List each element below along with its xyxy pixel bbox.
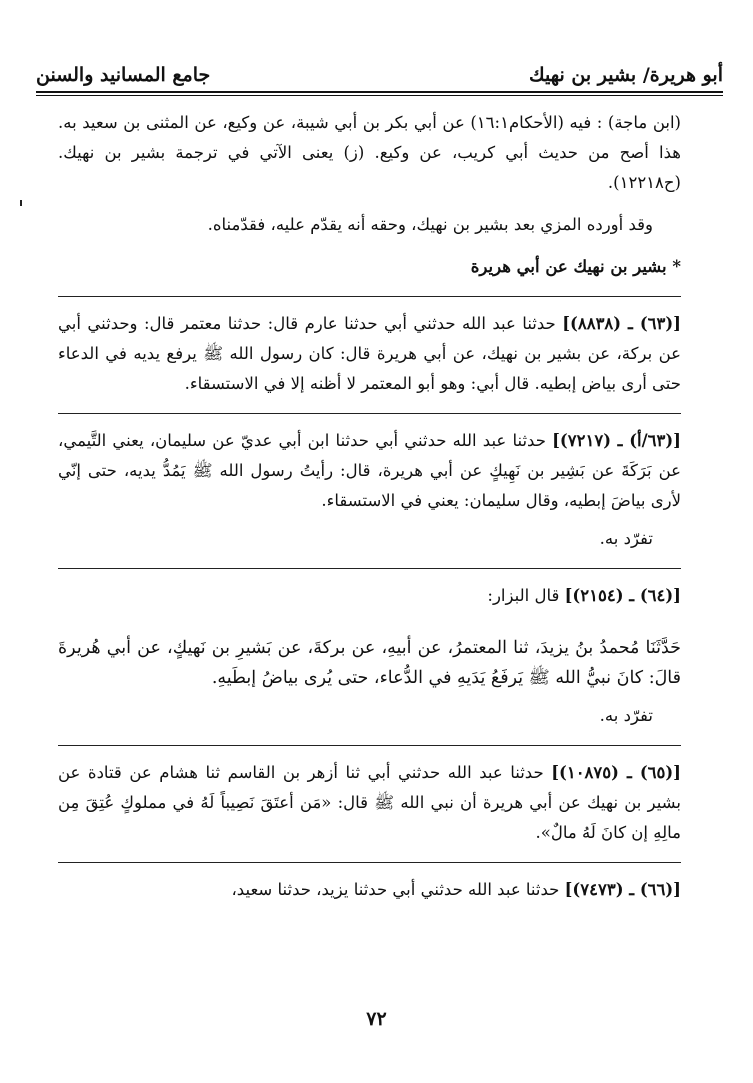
hadith-intro: قال البزار: [487,586,560,605]
section-title: * بشير بن نهيك عن أبي هريرة [470,257,681,276]
hadith-number: [(٦٣) ـ (٨٨٣٨)] [562,314,681,333]
hadith-63 [58,296,681,399]
hadith-number: [(٦٥) ـ (١٠٨٧٥)] [551,763,681,782]
hadith-text: حدثنا عبد الله حدثني أبي حدثنا عارم قال: حدثنا معتمر قال: وحدثني أبي عن بركة، عن بشير بن نهيك، عن أبي هريرة قال: كان رسول الله ﷺ يرفع يديه في الدعاء حتى أرى بياض إبطيه. قال أبي: وهو أبو المعتمر لا أظنه إلا في الاستسقاء. [58,314,681,393]
header-book-title: جامع المسانيد والسنن [36,64,211,86]
hadith-number: [(٦٤) ـ (٢١٥٤)] [564,586,681,605]
tafarrad-note: تفرّد به. [599,529,653,548]
hadith-text: حدثنا عبد الله حدثني أبي ثنا أزهر بن القاسم ثنا هشام عن قتادة عن بشير بن نهيك عن أبي هريرة أن نبي الله ﷺ قال: «مَن أعتَقَ نَصِيباً لَهُ في مملوكٍ عُتِقَ مِن مالِهِ إن كانَ لَهُ مالٌ». [58,763,681,842]
running-header [36,56,723,90]
source-paragraph: (ابن ماجة) : فيه (الأحكام١٦:١) عن أبي بكر بن أبي شيبة، عن وكيع، عن المثنى بن سعيد به. هذا أصح من حديث أبي كريب، عن وكيع. (ز) يعنى الآتي في ترجمة بشير بن نهيك. (ح١٢٢١٨). [58,113,681,192]
page-number: ٧٢ [366,1008,387,1030]
hadith-65 [58,745,681,848]
margin-mark [20,200,22,206]
header-chapter-title: أبو هريرة/ بشير بن نهيك [528,64,723,86]
hadith-63a [58,413,681,516]
header-rule-thin [36,95,723,96]
editor-note: وقد أورده المزي بعد بشير بن نهيك، وحقه أنه يقدّم عليه، فقدّمناه. [207,215,653,234]
hadith-text: حدثنا عبد الله حدثني أبي حدثنا ابن أبي عديّ عن سليمان، يعني التَّيمي، عن بَرَكَةَ عن بَشِير بن نَهِيكٍ عن أبي هريرة، قال: رأيتُ رسول الله ﷺ يَمُدُّ يديه، حتى إنّي لأرى بياضَ إبطيه، وقال سليمان: يعني في الاستسقاء. [58,431,681,510]
tafarrad-note: تفرّد به. [599,706,653,725]
hadith-64 [58,568,681,611]
hadith-number: [(٦٦) ـ (٧٤٧٣)] [564,880,681,899]
hadith-number: [(٦٣/أ) ـ (٧٢١٧)] [552,431,681,450]
hadith-66 [58,862,681,905]
hadith-64-text: حَدَّثَنَا مُحمدُ بنُ يزيدَ، ثنا المعتمرُ، عن أبيهِ، عن بركةَ، عن بَشيرِ بن نَهيكٍ، عن أبي هُريرةَ قالَ: كانَ نبيُّ الله ﷺ يَرفَعُ يَدَيهِ في الدُّعاء، حتى يُرى بياضُ إبطَيهِ. [58,638,681,688]
header-rule [36,91,723,93]
page-body [58,108,681,905]
hadith-text: حدثنا عبد الله حدثني أبي حدثنا يزيد، حدثنا سعيد، [231,880,560,899]
